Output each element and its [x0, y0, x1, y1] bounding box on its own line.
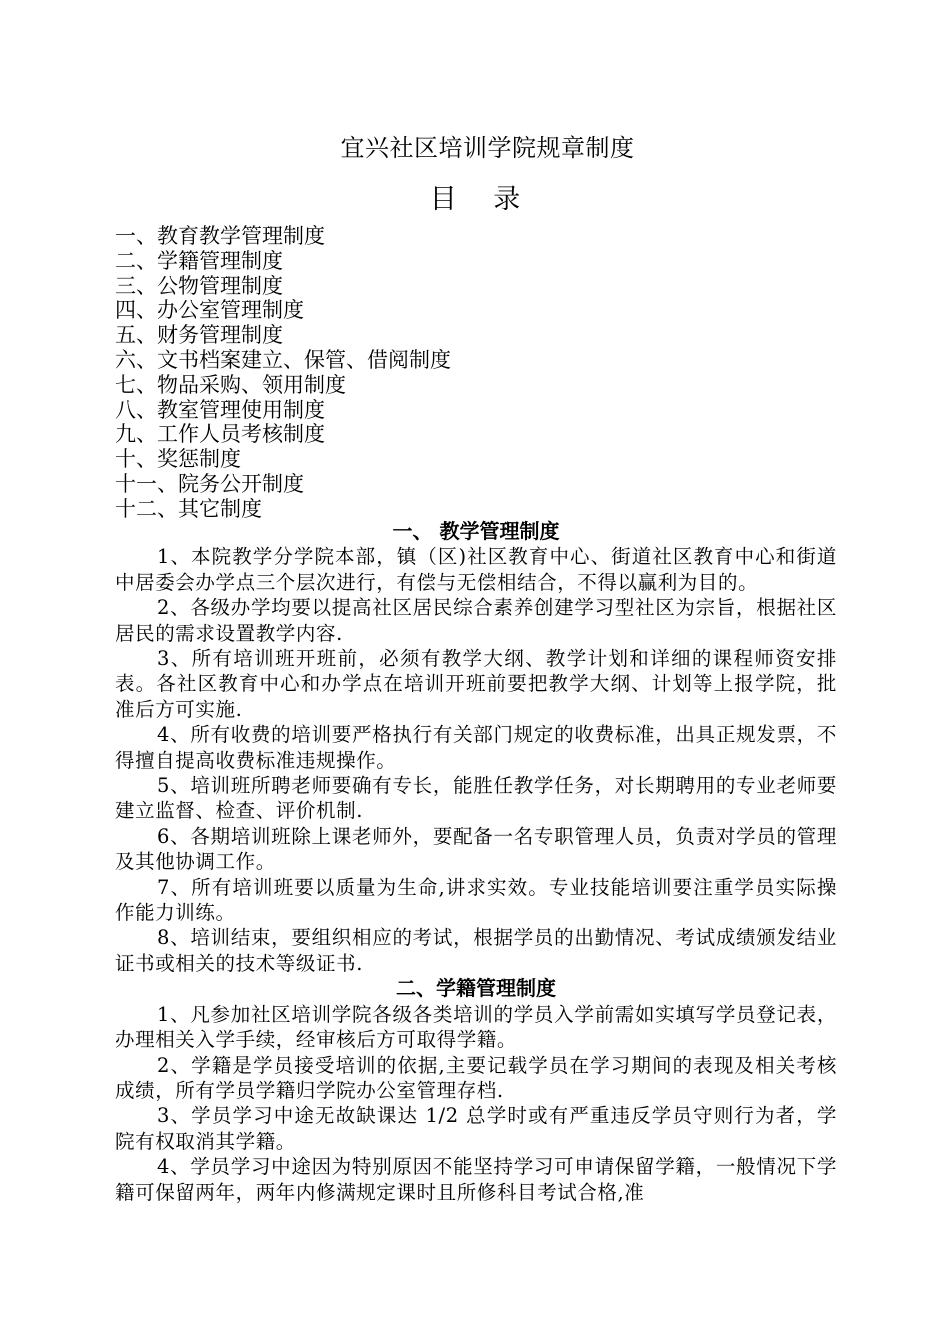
toc-item: 六、文书档案建立、保管、借阅制度 [115, 347, 451, 372]
toc-item: 三、公物管理制度 [115, 273, 283, 298]
toc-item: 二、学籍管理制度 [115, 248, 283, 273]
paragraph: 3、学员学习中途无故缺课达 1/2 总学时或有严重违反学员守则行为者，学院有权取消其学籍。 [115, 1104, 837, 1153]
toc-item: 八、教室管理使用制度 [115, 397, 325, 422]
section-heading: 二、学籍管理制度 [396, 976, 556, 1001]
paragraph: 8、培训结束，要组织相应的考试，根据学员的出勤情况、考试成绩颁发结业证书或相关的技术等级证书. [115, 926, 837, 975]
toc-item: 九、工作人员考核制度 [115, 422, 325, 447]
toc-item: 七、物品采购、领用制度 [115, 372, 346, 397]
paragraph: 7、所有培训班要以质量为生命,讲求实效。专业技能培训要注重学员实际操作能力训练。 [115, 875, 837, 925]
toc-item: 十、奖惩制度 [115, 447, 241, 472]
paragraph: 2、各级办学均要以提高社区居民综合素养创建学习型社区为宗旨，根据社区居民的需求设置教学内容. [115, 596, 837, 645]
paragraph: 1、本院教学分学院本部，镇（区)社区教育中心、街道社区教育中心和街道中居委会办学点三个层次进行，有偿与无偿相结合，不得以赢利为目的。 [115, 545, 837, 594]
section-teaching-management [115, 519, 837, 976]
toc-item: 十二、其它制度 [115, 496, 262, 521]
toc-item: 五、财务管理制度 [115, 323, 283, 348]
paragraph: 3、所有培训班开班前，必须有教学大纲、教学计划和详细的课程师资安排表。各社区教育中心和办学点在培训开班前要把教学大纲、计划等上报学院，批准后方可实施. [115, 647, 837, 721]
toc-item: 一、教育教学管理制度 [115, 224, 325, 248]
toc-item: 四、办公室管理制度 [115, 298, 304, 323]
paragraph: 1、凡参加社区培训学院各级各类培训的学员入学前需如实填写学员登记表，办理相关入学手续，经审核后方可取得学籍。 [115, 1002, 837, 1052]
document-body [115, 519, 837, 1205]
paragraph: 2、学籍是学员接受培训的依据,主要记载学员在学习期间的表现及相关考核成绩，所有学员学籍归学院办公室管理存档. [115, 1053, 837, 1102]
toc-item: 十一、院务公开制度 [115, 471, 304, 496]
section-heading: 一、 教学管理制度 [392, 519, 560, 543]
paragraph: 5、培训班所聘老师要确有专长，能胜任教学任务，对长期聘用的专业老师要建立监督、检查、评价机制. [115, 774, 837, 823]
paragraph: 4、所有收费的培训要严格执行有关部门规定的收费标准，出具正规发票，不得擅自提高收费标准违规操作。 [115, 723, 837, 772]
paragraph: 4、学员学习中途因为特别原因不能坚持学习可申请保留学籍，一般情况下学籍可保留两年，两年内修满规定课时且所修科目考试合格,准 [115, 1155, 837, 1204]
paragraph: 6、各期培训班除上课老师外，要配备一名专职管理人员，负责对学员的管理及其他协调工作。 [115, 824, 837, 874]
document-title: 宜兴社区培训学院规章制度 [340, 134, 635, 162]
section-enrollment-management [115, 976, 837, 1205]
toc-title: 目 录 [429, 184, 521, 215]
table-of-contents [115, 224, 835, 522]
